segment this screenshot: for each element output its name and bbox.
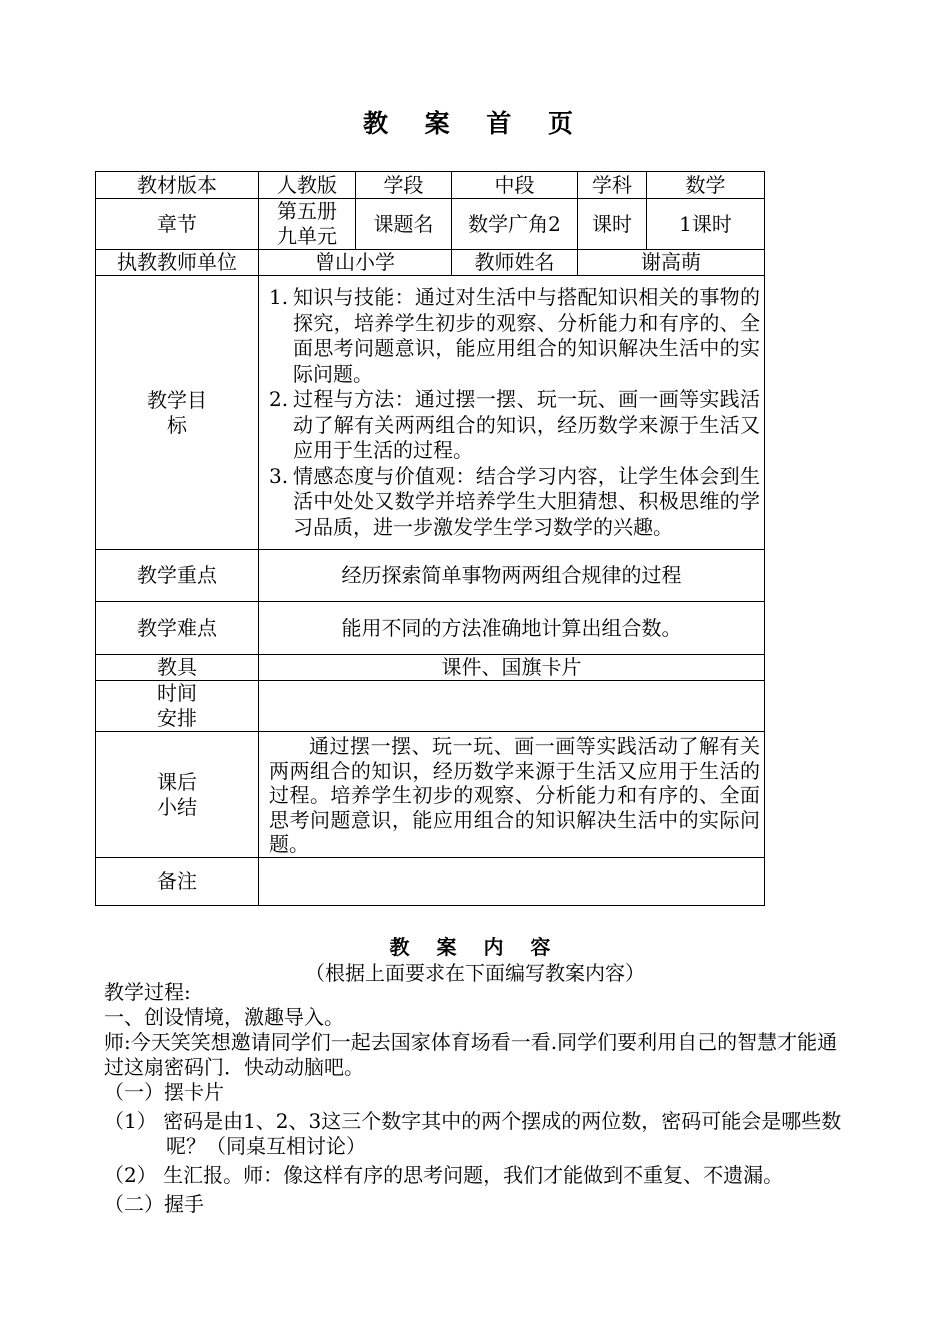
notes-label: 备注 (96, 858, 259, 906)
key-point-label: 教学重点 (96, 550, 259, 602)
chapter-label: 章节 (96, 199, 259, 250)
table-row (96, 276, 765, 550)
school-stage-value: 中段 (452, 172, 578, 199)
tools-label: 教具 (96, 655, 259, 681)
table-row (96, 655, 765, 681)
lesson-content (104, 980, 852, 1217)
subject-value: 数学 (647, 172, 765, 199)
key-point-value: 经历探索简单事物两两组合规律的过程 (259, 550, 765, 602)
subject-label: 学科 (578, 172, 647, 199)
chapter-value: 第五册九单元 (259, 199, 356, 250)
list-item: 2. 过程与方法：通过摆一摆、玩一玩、画一画等实践活动了解有关两两组合的知识，经历数学来源于生活又应用于生活的过程。 (269, 387, 760, 462)
teacher-line: 师:今天笑笑想邀请同学们一起去国家体育场看一看.同学们要利用自己的智慧才能通过这扇密码门．快动动脑吧。 (104, 1030, 838, 1079)
difficulty-value: 能用不同的方法准确地计算出组合数。 (259, 602, 765, 655)
table-row (96, 250, 765, 276)
goals-cell (259, 276, 765, 550)
content-section-subtitle: （根据上面要求在下面编写教案内容） (305, 961, 645, 985)
step-one: 一、创设情境，激趣导入。 (104, 1005, 344, 1029)
table-row (96, 172, 765, 199)
time-value (259, 681, 765, 732)
teacher-unit-value: 曾山小学 (259, 250, 452, 276)
table-row (96, 732, 765, 858)
summary-text: 通过摆一摆、玩一玩、画一画等实践活动了解有关两两组合的知识，经历数学来源于生活又应用于生活的过程。培养学生初步的观察、分析能力和有序的、全面思考问题意识，能应用组合的知识解决生活中的实际问题。 (269, 734, 760, 857)
process-heading: 教学过程: (104, 980, 191, 1004)
notes-value (259, 858, 765, 906)
table-row (96, 681, 765, 732)
table-row (96, 602, 765, 655)
teacher-name-label: 教师姓名 (452, 250, 578, 276)
textbook-version-label: 教材版本 (96, 172, 259, 199)
textbook-version-value: 人教版 (259, 172, 356, 199)
school-stage-label: 学段 (356, 172, 452, 199)
item-two: （2） 生汇报。师：像这样有序的思考问题，我们才能做到不重复、不遗漏。 (104, 1163, 784, 1187)
summary-cell (259, 732, 765, 858)
lesson-title-label: 课题名 (356, 199, 452, 250)
goals-list (263, 285, 760, 540)
teacher-unit-label: 执教教师单位 (96, 250, 259, 276)
period-label: 课时 (578, 199, 647, 250)
lesson-title-value: 数学广角2 (452, 199, 578, 250)
teacher-name-value: 谢高萌 (578, 250, 765, 276)
table-row (96, 199, 765, 250)
summary-label: 课后小结 (96, 732, 259, 858)
tools-value: 课件、国旗卡片 (259, 655, 765, 681)
content-section-title: 教 案 内 容 (389, 935, 561, 959)
list-item: 1. 知识与技能：通过对生活中与搭配知识相关的事物的探究，培养学生初步的观察、分析能力和有序的、全面思考问题意识，能应用组合的知识解决生活中的实际问题。 (269, 285, 760, 386)
lesson-info-table (95, 171, 765, 906)
difficulty-label: 教学难点 (96, 602, 259, 655)
goals-label: 教学目标 (96, 276, 259, 550)
page-title: 教 案 首 页 (362, 109, 588, 138)
period-value: 1课时 (647, 199, 765, 250)
list-item: 3. 情感态度与价值观：结合学习内容，让学生体会到生活中处处又数学并培养学生大胆猜想、积极思维的学习品质，进一步激发学生学习数学的兴趣。 (269, 463, 760, 539)
part-two-heading: （二）握手 (104, 1192, 204, 1216)
time-label: 时间安排 (96, 681, 259, 732)
table-row (96, 858, 765, 906)
part-one-heading: （一）摆卡片 (104, 1080, 224, 1104)
table-row (96, 550, 765, 602)
item-one: （1） 密码是由1、2、3这三个数字其中的两个摆成的两位数，密码可能会是哪些数呢？（同桌互相讨论） (104, 1109, 842, 1158)
